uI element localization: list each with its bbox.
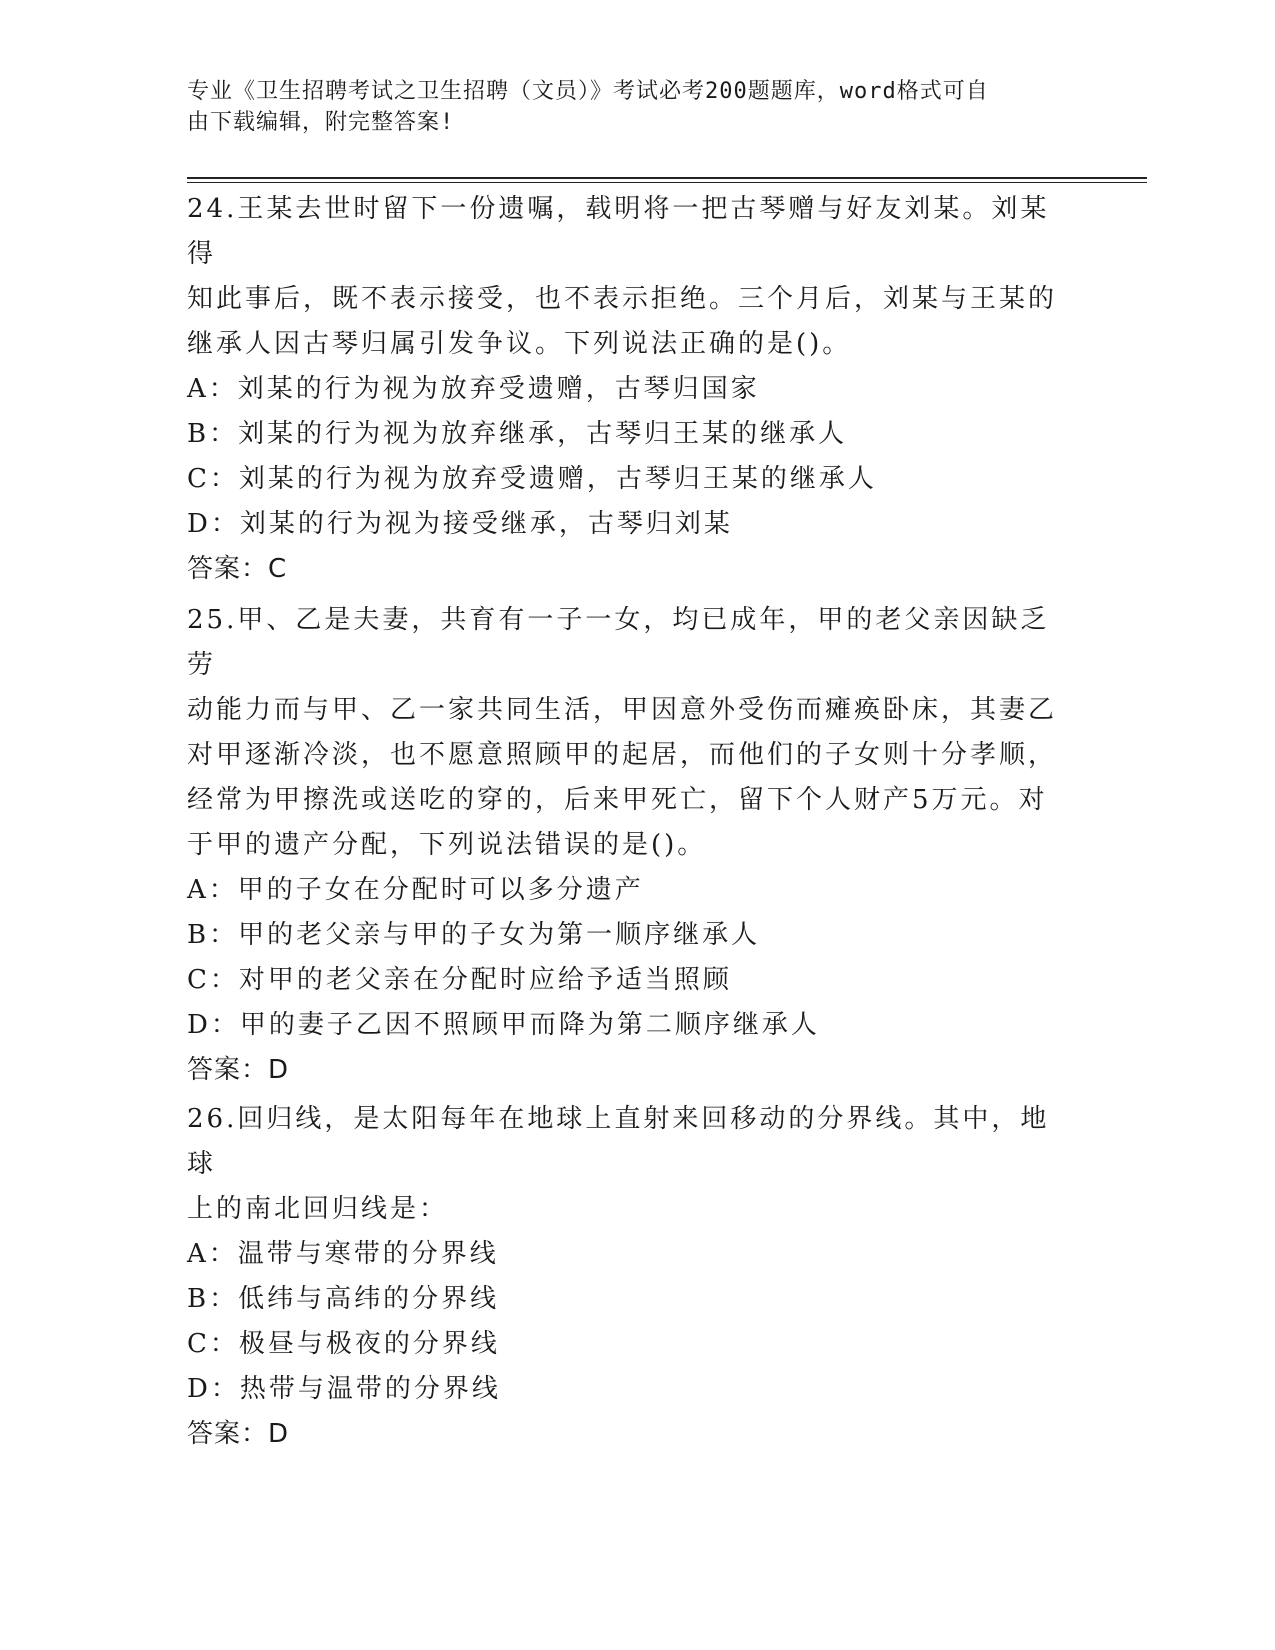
- option-d: D：甲的妻子乙因不照顾甲而降为第二顺序继承人: [187, 1010, 820, 1040]
- stem-line: 上的南北回归线是：: [187, 1194, 449, 1224]
- answer: 答案：C: [187, 554, 288, 584]
- option-c: C：极昼与极夜的分界线: [187, 1329, 500, 1359]
- option-a: A：温带与寒带的分界线: [187, 1239, 499, 1269]
- stem-line: 26.回归线，是太阳每年在地球上直射来回移动的分界线。其中，地球: [187, 1104, 1050, 1179]
- answer: 答案：D: [187, 1419, 290, 1449]
- stem-line: 25.甲、乙是夫妻，共育有一子一女，均已成年，甲的老父亲因缺乏劳: [187, 605, 1050, 680]
- header-line-1: 专业《卫生招聘考试之卫生招聘（文员）》考试必考200题题库，word格式可自: [187, 79, 989, 104]
- stem-line: 对甲逐渐冷淡，也不愿意照顾甲的起居，而他们的子女则十分孝顺，: [187, 740, 1058, 770]
- stem-line: 动能力而与甲、乙一家共同生活，甲因意外受伤而瘫痪卧床，其妻乙: [187, 695, 1058, 725]
- answer: 答案：D: [187, 1055, 290, 1085]
- question-26: [187, 1097, 1067, 1457]
- option-d: D：刘某的行为视为接受继承，古琴归刘某: [187, 509, 733, 539]
- option-c: C：刘某的行为视为放弃受遗赠，古琴归王某的继承人: [187, 464, 877, 494]
- stem-line: 于甲的遗产分配，下列说法错误的是()。: [187, 830, 707, 860]
- header-line-2: 由下载编辑，附完整答案!: [187, 110, 455, 135]
- question-25: [187, 598, 1067, 1093]
- document-header: [187, 76, 1067, 138]
- option-b: B：刘某的行为视为放弃继承，古琴归王某的继承人: [187, 419, 848, 449]
- header-divider-thick: [187, 177, 1147, 179]
- stem-line: 继承人因古琴归属引发争议。下列说法正确的是()。: [187, 329, 852, 359]
- option-d: D：热带与温带的分界线: [187, 1374, 501, 1404]
- question-24: [187, 187, 1067, 592]
- header-divider-thin: [187, 182, 1147, 183]
- option-a: A：甲的子女在分配时可以多分遗产: [187, 875, 644, 905]
- stem-line: 经常为甲擦洗或送吃的穿的，后来甲死亡，留下个人财产5万元。对: [187, 785, 1048, 815]
- question-stem: [187, 1097, 1067, 1232]
- stem-line: 知此事后，既不表示接受，也不表示拒绝。三个月后，刘某与王某的: [187, 284, 1058, 314]
- stem-line: 24.王某去世时留下一份遗嘱，载明将一把古琴赠与好友刘某。刘某得: [187, 194, 1050, 269]
- option-a: A：刘某的行为视为放弃受遗赠，古琴归国家: [187, 374, 760, 404]
- option-c: C：对甲的老父亲在分配时应给予适当照顾: [187, 965, 732, 995]
- option-b: B：甲的老父亲与甲的子女为第一顺序继承人: [187, 920, 761, 950]
- question-stem: [187, 598, 1067, 868]
- option-b: B：低纬与高纬的分界线: [187, 1284, 500, 1314]
- question-stem: [187, 187, 1067, 367]
